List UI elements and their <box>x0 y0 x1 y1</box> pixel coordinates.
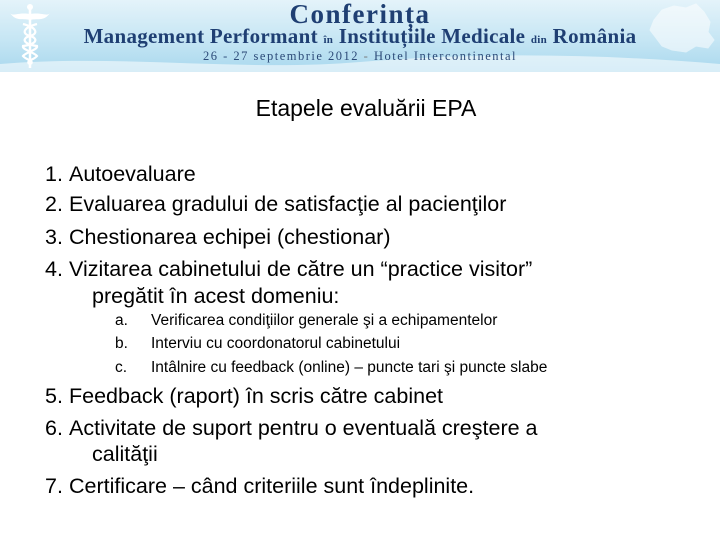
conference-title: Conferința <box>289 0 431 29</box>
sub-item-text: Intâlnire cu feedback (online) – puncte tari şi puncte slabe <box>151 359 548 376</box>
list-item <box>45 162 196 187</box>
subtitle-part-3: România <box>552 24 637 48</box>
item-text: Certificare – când criteriile sunt îndeplinite. <box>69 474 475 498</box>
sub-item-text: Verificarea condiţiilor generale şi a echipamentelor <box>151 312 498 329</box>
subtitle-part-2: Instituțiile Medicale <box>338 24 526 48</box>
conference-subtitle <box>0 24 720 49</box>
list-item-continuation: calităţii <box>92 442 158 466</box>
list-item <box>45 384 443 409</box>
subtitle-part-1: Management Performant <box>83 24 318 48</box>
slide-title: Etapele evaluării EPA <box>255 95 477 121</box>
list-item <box>45 474 474 499</box>
conference-dates: 26 - 27 septembrie 2012 <box>203 49 360 63</box>
item-text: Activitate de suport pentru o eventuală creştere a <box>69 416 538 440</box>
list-item <box>45 257 532 282</box>
subtitle-small-2: din <box>530 34 548 46</box>
list-item-continuation: pregătit în acest domeniu: <box>92 284 340 308</box>
item-text: Feedback (raport) în scris către cabinet <box>69 384 444 408</box>
sub-item-text: Interviu cu coordonatorul cabinetului <box>151 335 401 352</box>
item-number: 6. <box>45 416 63 440</box>
list-item <box>45 416 538 441</box>
item-text: Evaluarea gradului de satisfacţie al pacienţilor <box>69 192 507 216</box>
conference-venue: Hotel Intercontinental <box>373 49 517 63</box>
item-text: Chestionarea echipei (chestionar) <box>69 225 391 249</box>
dates-venue-separator: - <box>363 49 370 63</box>
item-number: 7. <box>45 474 63 498</box>
conference-banner <box>0 0 720 72</box>
item-number: 2. <box>45 192 63 216</box>
item-text: Autoevaluare <box>69 162 196 186</box>
list-item <box>45 225 390 250</box>
item-text: Vizitarea cabinetului de către un “practice visitor” <box>69 257 533 281</box>
conference-dates-venue <box>0 49 720 64</box>
item-number: 4. <box>45 257 63 281</box>
sub-item-letter: a. <box>115 312 128 329</box>
item-number: 1. <box>45 162 63 186</box>
item-number: 3. <box>45 225 63 249</box>
item-number: 5. <box>45 384 63 408</box>
list-item <box>45 192 506 217</box>
sub-item-letter: c. <box>115 359 128 376</box>
sub-item-letter: b. <box>115 335 128 352</box>
subtitle-small-1: în <box>323 34 334 46</box>
